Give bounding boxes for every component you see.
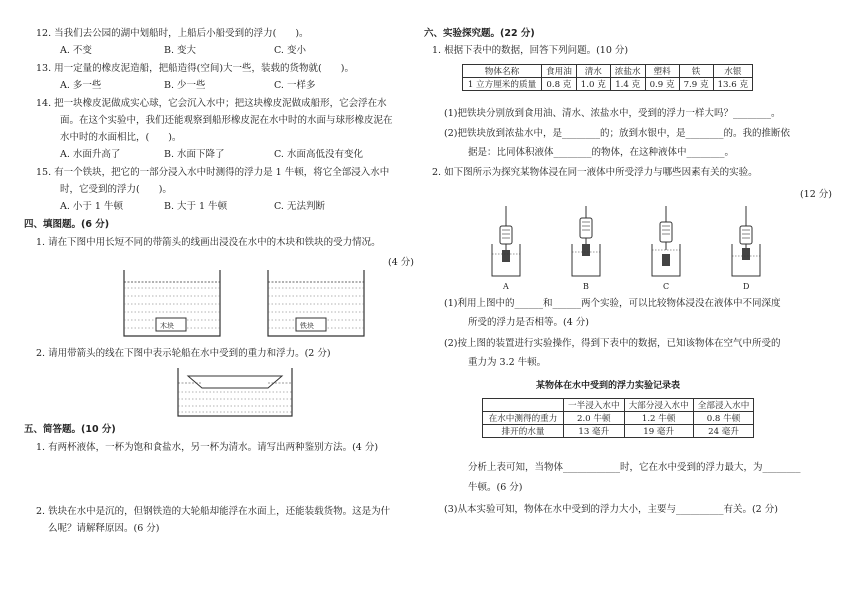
table-cell: 在水中测得的重力 bbox=[483, 412, 564, 425]
beakers-diagram bbox=[482, 204, 782, 288]
experiment-2: 2. 如下图所示为探究某物体浸在同一液体中所受浮力与哪些因素有关的实验。 bbox=[432, 167, 758, 178]
wood-block-label: 木块 bbox=[160, 322, 174, 330]
buoyancy-table-title: 某物体在水中受到的浮力实验记录表 bbox=[536, 381, 681, 391]
q12-option-b: B. 变大 bbox=[164, 45, 197, 56]
experiment-2-sub2-line2: 重力为 3.2 牛顿。 bbox=[468, 357, 547, 368]
q14-option-c: C. 水面高低没有变化 bbox=[274, 149, 363, 160]
beaker-c bbox=[652, 206, 680, 276]
experiment-1: 1. 根据下表中的数据，回答下列问题。(10 分) bbox=[432, 45, 629, 56]
question-12: 12. 当我们去公园的湖中划船时，上船后小船受到的浮力( )。 bbox=[36, 28, 309, 39]
ship-diagram bbox=[176, 364, 296, 420]
experiment-2-sub2-line1: (2)按上图的装置进行实验操作，得到下表中的数据，已知该物体在空气中所受的 bbox=[444, 338, 781, 349]
beaker-a bbox=[492, 206, 520, 276]
table-cell: 19 毫升 bbox=[624, 425, 693, 438]
table-cell: 1.2 牛顿 bbox=[624, 412, 693, 425]
beaker-label-d: D bbox=[743, 282, 750, 291]
fill-question-1-score: (4 分) bbox=[388, 257, 414, 268]
table-cell: 13.6 克 bbox=[713, 78, 752, 91]
table-row bbox=[463, 78, 753, 91]
q15-option-a: A. 小于 1 牛顿 bbox=[60, 201, 123, 212]
experiment-2-sub3: (3)从本实验可知，物体在水中受到的浮力大小，主要与__________有关。(2 分) bbox=[444, 504, 778, 515]
q14-option-b: B. 水面下降了 bbox=[164, 149, 225, 160]
table-cell: 一半浸入水中 bbox=[564, 399, 625, 412]
experiment-2-sub1-line1: (1)利用上图中的______和______两个实验，可以比较物体浸没在液体中不同深度 bbox=[444, 298, 781, 309]
question-15-line2: 时，它受到的浮力( )。 bbox=[60, 184, 172, 195]
table-cell: 铁 bbox=[679, 65, 713, 78]
table-cell: 1.0 克 bbox=[576, 78, 610, 91]
table-cell: 1 立方厘米的质量 bbox=[463, 78, 542, 91]
fill-question-2: 2. 请用带箭头的线在下图中表示轮船在水中受到的重力和浮力。(2 分) bbox=[36, 348, 331, 359]
short-answer-2-line1: 2. 铁块在水中是沉的，但钢铁造的大轮船却能浮在水面上，还能装载货物。这是为什 bbox=[36, 506, 391, 517]
table-row bbox=[483, 425, 754, 438]
beaker-b bbox=[572, 206, 600, 276]
table-cell: 2.0 牛顿 bbox=[564, 412, 625, 425]
short-answer-1: 1. 有两杯液体，一杯为饱和食盐水，另一杯为清水。请写出两种鉴别方法。(4 分) bbox=[36, 442, 379, 453]
experiment-1-sub2-line1: (2)把铁块放到浓盐水中，是________的；放到水银中，是________的。我的推断依 bbox=[444, 128, 790, 139]
question-14-line3: 水中时的水面相比，( )。 bbox=[60, 132, 182, 143]
table-cell: 0.8 克 bbox=[542, 78, 577, 91]
table-cell: 水银 bbox=[713, 65, 752, 78]
short-answer-2-line2: 么呢？请解释原因。(6 分) bbox=[48, 523, 160, 534]
table-cell bbox=[483, 399, 564, 412]
table-cell: 13 毫升 bbox=[564, 425, 625, 438]
table-cell: 排开的水量 bbox=[483, 425, 564, 438]
beaker-label-a: A bbox=[503, 282, 509, 291]
q13-option-b: B. 少一些 bbox=[164, 80, 206, 91]
table-cell: 0.8 牛顿 bbox=[693, 412, 754, 425]
section-5-title: 五、简答题。(10 分) bbox=[24, 424, 116, 435]
question-14-line2: 面。在这个实验中，我们还能观察到船形橡皮泥在水中时的水面与球形橡皮泥在 bbox=[60, 115, 393, 126]
beaker-label-b: B bbox=[583, 282, 589, 291]
table-cell: 清水 bbox=[576, 65, 610, 78]
analysis-line1: 分析上表可知，当物体____________时，它在水中受到的浮力最大，为________ bbox=[468, 462, 801, 473]
section-4-title: 四、填图题。(6 分) bbox=[24, 219, 110, 230]
q12-option-c: C. 变小 bbox=[274, 45, 306, 56]
q12-option-a: A. 不变 bbox=[60, 45, 92, 56]
question-14-line1: 14. 把一块橡皮泥做成实心球，它会沉入水中；把这块橡皮泥做成船形，它会浮在水 bbox=[36, 98, 387, 109]
table-row bbox=[483, 399, 754, 412]
table-cell: 7.9 克 bbox=[679, 78, 713, 91]
table-cell: 物体名称 bbox=[463, 65, 542, 78]
beaker-d bbox=[732, 206, 760, 276]
analysis-line2: 牛顿。(6 分) bbox=[468, 482, 523, 493]
experiment-2-sub1-line2: 所受的浮力是否相等。(4 分) bbox=[468, 317, 589, 328]
table-cell: 24 毫升 bbox=[693, 425, 754, 438]
q15-option-c: C. 无法判断 bbox=[274, 201, 325, 212]
table-cell: 1.4 克 bbox=[610, 78, 645, 91]
iron-block-label: 铁块 bbox=[300, 322, 314, 330]
question-15-line1: 15. 有一个铁块，把它的一部分浸入水中时测得的浮力是 1 牛顿，将它全部浸入水中 bbox=[36, 167, 390, 178]
section-6-title: 六、实验探究题。(22 分) bbox=[424, 28, 535, 39]
table-row bbox=[463, 65, 753, 78]
beaker-label-c: C bbox=[663, 282, 670, 291]
table-cell: 大部分浸入水中 bbox=[624, 399, 693, 412]
water-containers-diagram bbox=[116, 266, 376, 346]
experiment-1-sub2-line2: 据是：比同体积液体________的物体，在这种液体中________。 bbox=[468, 147, 735, 158]
table-cell: 全部浸入水中 bbox=[693, 399, 754, 412]
q14-option-a: A. 水面升高了 bbox=[60, 149, 121, 160]
q13-option-c: C. 一样多 bbox=[274, 80, 316, 91]
fill-question-1: 1. 请在下图中用长短不同的带箭头的线画出浸没在水中的木块和铁块的受力情况。 bbox=[36, 237, 381, 248]
buoyancy-table bbox=[482, 398, 754, 438]
experiment-1-sub1: (1)把铁块分别放到食用油、清水、浓盐水中，受到的浮力一样大吗？________。 bbox=[444, 108, 781, 119]
q15-option-b: B. 大于 1 牛顿 bbox=[164, 201, 228, 212]
experiment-2-score: (12 分) bbox=[799, 189, 832, 200]
table-cell: 0.9 克 bbox=[645, 78, 679, 91]
table-cell: 塑料 bbox=[645, 65, 679, 78]
q13-option-a: A. 多一些 bbox=[60, 80, 102, 91]
table-row bbox=[483, 412, 754, 425]
question-13: 13. 用一定量的橡皮泥造船，把船造得(空间)大一些，装载的货物就( )。 bbox=[36, 63, 354, 74]
table-cell: 浓盐水 bbox=[610, 65, 645, 78]
iron-container bbox=[268, 270, 364, 336]
table-cell: 食用油 bbox=[542, 65, 577, 78]
density-table bbox=[462, 64, 753, 91]
